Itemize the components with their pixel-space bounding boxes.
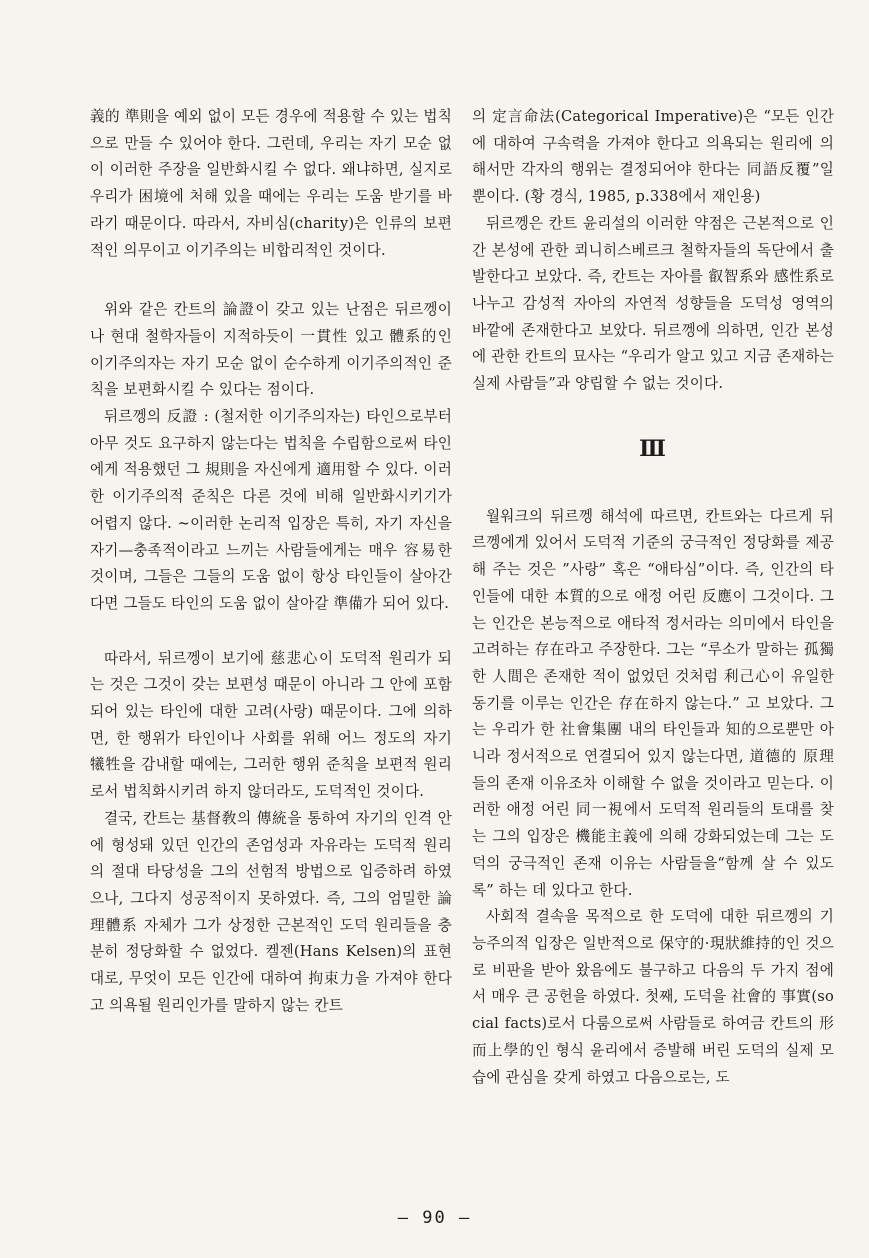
right-paragraph-2: 뒤르껭은 칸트 윤리설의 이러한 약점은 근본적으로 인간 본성에 관한 쾨니히스베르크 철학자들의 독단에서 출발한다고 보았다. 즉, 칸트는 자아를 叡智系와 感性系로 나누고 감성적 자아의 자연적 성향들을 도덕성 영역의 바깥에 존재한다고 보았다. 뒤르껭에 의하면, 인간 본성에 관한 칸트의 묘사는 “우리가 알고 있고 지금 존재하는 실제 사람들”과 양립할 수 없는 것이다. xyxy=(472,214,834,393)
right-paragraph-3: 월워크의 뒤르껭 해석에 따르면, 칸트와는 다르게 뒤르껭에게 있어서 도덕적 기준의 궁극적인 정당화를 제공해 주는 것은 ”사랑” 혹은 “애타심”이다. 즉, 인간의 타인들에 대한 本質的으로 애정 어린 反應이 그것이다. 그는 인간은 본능적으로 애타적 정서라는 의미에서 타인을 고려하는 存在라고 주장한다. 그는 “루소가 말하는 孤獨한 人間은 존재한 적이 없었던 것처럼 利己心이 유일한 동기를 이루는 인간은 存在하지 않는다.” 고 보았다. 그는 우리가 한 社會集團 내의 타인들과 知的으로뿐만 아니라 정서적으로 연결되어 있지 않는다면, 道德的 原理들의 존재 이유조차 이해할 수 없을 것이라고 믿는다. 이러한 애정 어린 同一視에서 도덕적 원리들의 토대를 찾는 그의 입장은 機能主義에 의해 강화되었는데 그는 도덕의 궁극적인 존재 이유는 사람들을“함께 살 수 있도록” 하는 데 있다고 한다. xyxy=(472,507,834,899)
right-paragraph-4: 사회적 결속을 목적으로 한 도덕에 대한 뒤르껭의 기능주의적 입장은 일반적으로 保守的·現狀維持的인 것으로 비판을 받아 왔음에도 불구하고 다음의 두 가지 점에서 매우 큰 공헌을 하였다. 첫째, 도덕을 社會的 事實(social facts)로서 다룸으로써 사람들로 하여금 칸트의 形而上學的인 형식 윤리에서 증발해 버린 도덕의 실제 모습에 관심을 갖게 하였고 다음으로는, 도 xyxy=(472,908,834,1086)
page-number: — 90 — xyxy=(397,1208,472,1228)
left-paragraph-3: 뒤르껭의 反證 : (철저한 이기주의자는) 타인으로부터 아무 것도 요구하지 않는다는 법칙을 수립함으로써 타인에게 적용했던 그 規則을 자신에게 適用할 수 있다. 이러한 이기주의적 준칙은 다른 것에 비해 일반화시키기가 어렵지 않다. ~이러한 논리적 입장은 특히, 자기 자신을 자기—충족적이라고 느끼는 사람들에게는 매우 容易한 것이며, 그들은 그들의 도움 없이 항상 타인들이 살아간다면 그들도 타인의 도움 없이 살아갈 準備가 되어 있다. xyxy=(90,408,452,612)
left-paragraph-2: 위와 같은 칸트의 論證이 갖고 있는 난점은 뒤르껭이나 현대 철학자들이 지적하듯이 一貫性 있고 體系的인 이기주의자는 자기 모순 없이 순수하게 이기주의적인 준칙을 보편화시킬 수 있다는 점이다. xyxy=(90,301,452,399)
left-paragraph-5: 결국, 칸트는 基督敎의 傳統을 통하여 자기의 인격 안에 형성돼 있던 인간의 존엄성과 자유라는 도덕적 원리의 절대 타당성을 그의 선험적 방법으로 입증하려 하였으나, 그다지 성공적이지 못하였다. 즉, 그의 엄밀한 論理體系 자체가 그가 상정한 근본적인 도덕 원리들을 충분히 정당화할 수 없었다. 켈젠(Hans Kelsen)의 표현대로, 무엇이 모든 인간에 대하여 拘束力을 가져야 한다고 의욕될 원리인가를 말하지 않는 칸트 xyxy=(90,809,452,1014)
left-paragraph-1: 義的 準則을 예외 없이 모든 경우에 적용할 수 있는 법칙으로 만들 수 있어야 한다. 그런데, 우리는 자기 모순 없이 이러한 주장을 일반화시킬 수 없다. 왜냐하면, 실지로 우리가 困境에 처해 있을 때에는 우리는 도움 받기를 바라기 때문이다. 따라서, 자비심(charity)은 인류의 보편적인 의무이고 이기주의는 비합리적인 것이다. xyxy=(90,108,452,259)
right-paragraph-1: 의 定言命法(Categorical Imperative)은 “모든 인간에 대하여 구속력을 가져야 한다고 의욕되는 원리에 의해서만 각자의 행위는 결정되어야 한다는 同語反覆”일 뿐이다. (황 경식, 1985, p.338에서 재인용) xyxy=(472,108,834,206)
left-paragraph-4: 따라서, 뒤르껭이 보기에 慈悲心이 도덕적 원리가 되는 것은 그것이 갖는 보편성 때문이 아니라 그 안에 포함되어 있는 타인에 대한 고려(사랑) 때문이다. 그에 의하면, 한 행위가 타인이나 사회를 위해 어느 정도의 자기 犧牲을 감내할 때에는, 그러한 행위 준칙을 보편적 원리로서 법칙화시키려 하지 않더라도, 도덕적인 것이다. xyxy=(90,649,452,801)
left-column xyxy=(90,104,452,1020)
right-column xyxy=(472,104,834,1091)
section-heading: Ⅲ xyxy=(639,435,667,462)
